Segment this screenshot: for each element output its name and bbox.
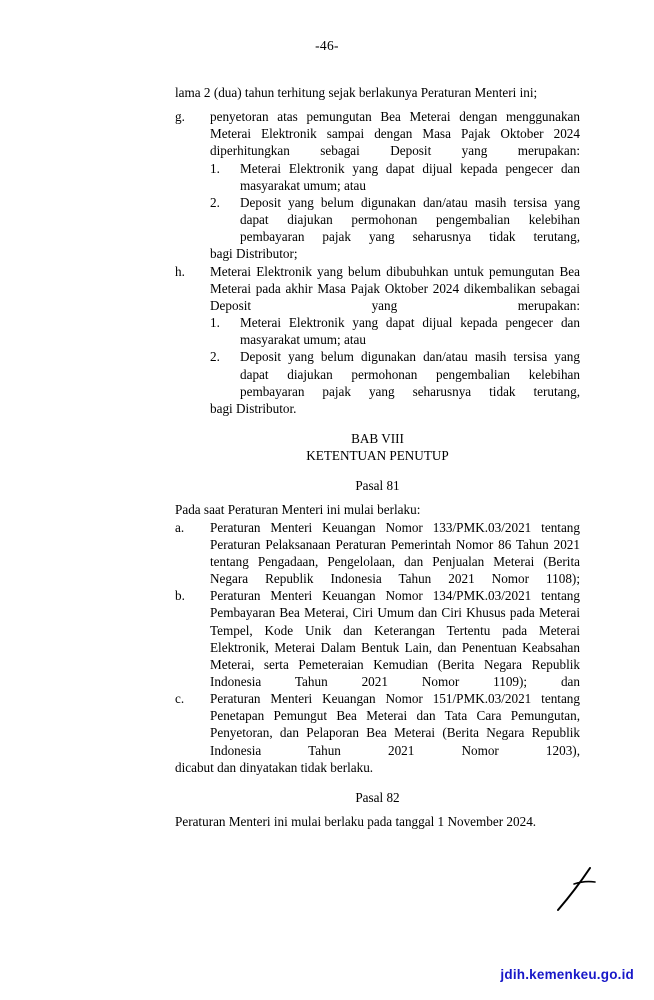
article-82-text: Peraturan Menteri ini mulai berlaku pada tanggal 1 November 2024. [175, 814, 537, 830]
article-81-heading: Pasal 81 [355, 478, 400, 494]
list-item [175, 519, 580, 588]
document-body [175, 84, 580, 830]
list-item-text: Peraturan Menteri Keuangan Nomor 151/PMK.03/2021 tentang Penetapan Pemungut Bea Meterai dan Tata Cara Pemungutan, Penyetoran, dan Pelaporan Bea Meterai (Berita Negara Republik Indonesia Tahun 2021 Nomor 1203), [210, 691, 580, 758]
list-item-text: Peraturan Menteri Keuangan Nomor 133/PMK.03/2021 tentang Peraturan Pelaksanaan Peraturan Pemerintah Nomor 86 Tahun 2021 tentang Pengadaan, Pengelolaan, dan Penjualan Meterai (Berita Negara Republik Indonesia Tahun 2021 Nomor 1108); [210, 519, 580, 587]
chapter-title: KETENTUAN PENUTUP [306, 448, 449, 464]
list-item [175, 587, 580, 690]
sub-list-marker: 1. [210, 315, 220, 331]
sub-list [210, 160, 580, 246]
sub-list [210, 314, 580, 400]
list-marker: a. [175, 519, 185, 535]
list-item-closing: bagi Distributor; [210, 246, 298, 262]
sub-list-marker: 2. [210, 194, 220, 210]
sub-list-item [210, 160, 580, 194]
list-item-text: Peraturan Menteri Keuangan Nomor 134/PMK.03/2021 tentang Pembayaran Bea Meterai, Ciri Umum dan Ciri Khusus pada Meterai Tempel, Kode Unik dan Keterangan Tertentu pada Meterai Elektronik, Meterai Dalam Bentuk Lain, dan Penentuan Keabsahan Meterai, serta Pemeteraian Kemudian (Berita Negara Republik Indonesia Tahun 2021 Nomor 1109); dan [210, 588, 580, 689]
list-item-text: Meterai Elektronik yang belum dibubuhkan untuk pemungutan Bea Meterai pada akhir Masa Pajak Oktober 2024 dikembalikan sebagai Deposit yang merupakan: [210, 263, 580, 313]
sub-list-item [210, 194, 580, 245]
list-marker: c. [175, 691, 185, 707]
footer-url[interactable]: jdih.kemenkeu.go.id [500, 967, 634, 982]
list-marker: h. [175, 263, 185, 279]
article-81-closing: dicabut dan dinyatakan tidak berlaku. [175, 759, 374, 775]
article-82-heading: Pasal 82 [355, 789, 400, 805]
sub-list-marker: 2. [210, 349, 220, 365]
page-number: -46- [315, 38, 339, 53]
list-marker: g. [175, 109, 185, 125]
top-paragraph: lama 2 (dua) tahun terhitung sejak berlakunya Peraturan Menteri ini; [175, 85, 538, 100]
sub-list-item-text: Deposit yang belum digunakan dan/atau masih tersisa yang dapat diajukan permohonan pengembalian kelebihan pembayaran pajak yang seharusnya tidak terutang, [240, 194, 580, 245]
sub-list-item [210, 348, 580, 399]
sub-list-marker: 1. [210, 160, 220, 176]
list-item-text: penyetoran atas pemungutan Bea Meterai dengan menggunakan Meterai Elektronik sampai dengan Masa Pajak Oktober 2024 diperhitungkan sebagai Deposit yang merupakan: [210, 109, 580, 159]
list-item [175, 263, 580, 314]
list-marker: b. [175, 588, 185, 604]
sub-list-item-text: Meterai Elektronik yang dapat dijual kepada pengecer dan masyarakat umum; atau [240, 160, 580, 193]
sub-list-item [210, 314, 580, 348]
signature-mark [548, 862, 608, 922]
list-item [175, 108, 580, 159]
chapter-label: BAB VIII [351, 430, 404, 446]
list-item-closing: bagi Distributor. [210, 400, 297, 416]
sub-list-item-text: Deposit yang belum digunakan dan/atau masih tersisa yang dapat diajukan permohonan pengembalian kelebihan pembayaran pajak yang seharusnya tidak terutang, [240, 349, 580, 399]
article-81-lead: Pada saat Peraturan Menteri ini mulai berlaku: [175, 502, 421, 518]
sub-list-item-text: Meterai Elektronik yang dapat dijual kepada pengecer dan masyarakat umum; atau [240, 315, 580, 348]
list-item [175, 690, 580, 759]
